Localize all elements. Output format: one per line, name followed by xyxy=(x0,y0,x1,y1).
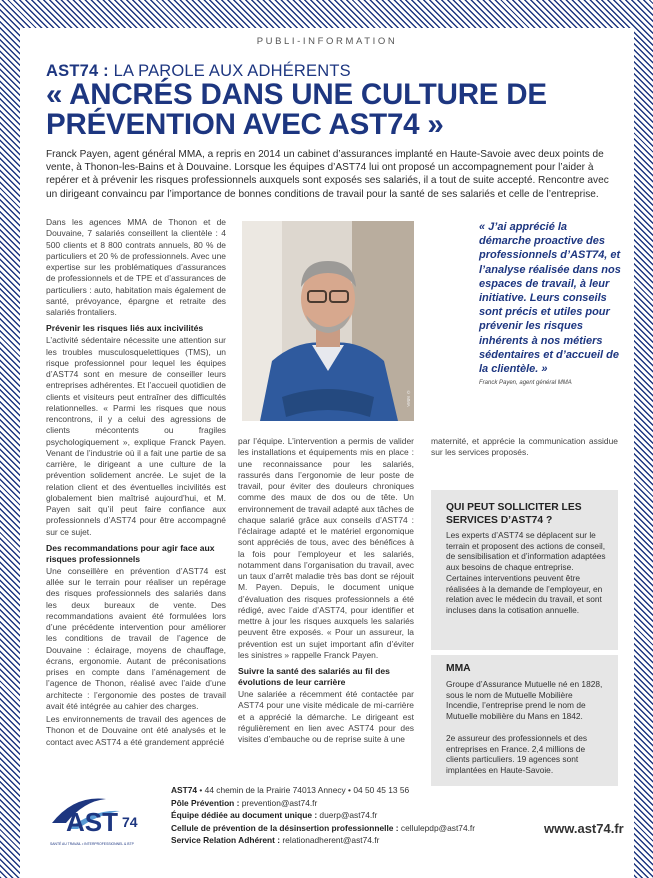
article-panel xyxy=(20,28,634,878)
contact-address: • 44 chemin de la Prairie 74013 Annecy • 04 50 45 13 56 xyxy=(197,785,410,795)
headline: « ANCRÉS DANS UNE CULTURE DE PRÉVENTION AVEC AST74 » xyxy=(46,78,547,141)
col1-paragraph: Une conseillère en prévention d’AST74 est allée sur le terrain pour réaliser un repérage des risques professionnels des salariés dans les deux bureaux de vente. Des recommandations avaient été formulées lors d’une précédente intervention pour améliorer les conditions de travail de l’agence de Douvaine : éclairage, moyens de chauffage, écrans, ergonomie. Autant de préconisations prises en compte dans l’aménagement de l’agence de Thonon, réalisé avec l’aide d’une architecte : l’ergonomie des postes de travail avait été intégrée au cahier des charges. xyxy=(46,565,226,711)
contact-relation-line xyxy=(171,834,475,847)
info-box-services-body: Les experts d’AST74 se déplacent sur le terrain et proposent des actions de conseil, de sensibilisation et d’information adaptées aux besoins de chaque entreprise. Certaines interventions peuvent être réalisées à la demande de l’employeur, en relation avec le médecin du travail, et sont incluses dans la cotisation annuelle. xyxy=(446,530,606,615)
logo-number: 74 xyxy=(122,814,138,830)
contact-prevention-line xyxy=(171,797,475,810)
col3-paragraph: maternité, et apprécie la communication assidue sur les services proposés. xyxy=(431,436,618,458)
contact-address-line xyxy=(171,784,475,797)
contact-block xyxy=(171,784,475,847)
kicker-brand: AST74 : xyxy=(46,62,109,80)
col2-paragraph: Une salariée a récemment été contactée par AST74 pour une visite médicale de mi-carrière et a apprécié la démarche. Le dirigeant est régulièrement en lien avec AST74 pour des visites d’embauche ou de reprise suite à une xyxy=(238,689,414,744)
col1-heading-recommandations: Des recommandations pour agir face aux risques professionnels xyxy=(46,542,215,564)
col1-heading-incivilites: Prévenir les risques liés aux incivilités xyxy=(46,323,204,334)
contact-email[interactable]: cellulepdp@ast74.fr xyxy=(398,822,476,833)
contact-pdp-line xyxy=(171,822,475,835)
logo-tagline: SANTÉ AU TRAVAIL • INTERPROFESSIONNEL & BTP xyxy=(50,842,134,846)
logo-wordmark: AST xyxy=(66,807,118,837)
contact-email[interactable]: duerp@ast74.fr xyxy=(317,810,378,820)
col2-heading-suivi: Suivre la santé des salariés au fil des évolutions de leur carrière xyxy=(238,666,390,687)
column-2 xyxy=(238,436,414,781)
column-1 xyxy=(46,217,226,782)
col2-paragraph: par l’équipe. L’intervention a permis de valider les installations et équipements mis en place : une reconnaissance pour les salariés, rassurés dans l’ergonomie de leur poste de travail, pour éviter des douleurs chroniques comme des maux de dos ou de tête. Un environnement de travail adapté aux tâches de chaque salarié grâce aux conseils d’AST74 : l’éclairage adapté et le matériel ergonomique sont appréciés de tous, avec des bénéfices à la fois pour l’employeur et les salariés, notamment dans l’organisation du travail, avec un taux d’arrêt maladie très bas dont se réjouit M. Payen. Depuis, le document unique d’évaluation des risques professionnels a été rédigé, avec l’aide d’AST74, pour identifier et mettre à jour les risques auxquels les salariés peuvent être exposés. « Pour un assureur, la prévention est un sujet important afin d’éviter les sinistres » rappelle Franck Payen. xyxy=(238,436,414,660)
contact-label: Pôle Prévention : xyxy=(171,797,240,808)
pull-quote-author: Franck Payen, agent général MMA xyxy=(479,380,572,386)
col1-paragraph: L’activité sédentaire nécessite une attention sur les troubles musculosquelettiques (TMS), un risque professionnel pour lequel les équipes d’AST74 sont en mesure de conseiller leurs entreprises adhérentes. Et l’accueil quotidien de clients et visiteurs peut entraîner des difficultés relationnelles. « Parmi les risques que nous rencontrons, il y a celui des agressions de clients mécontents ou fragiles psychologiquement », explique Franck Payen. Venant de l’industrie où il a fait une partie de sa carrière, le dirigeant a une culture de la prévention solidement ancrée. Le sujet de la relation client et des éventuelles incivilités est globalement bien maîtrisé aujourd’hui, et M. Payen sait qu’il peut faire confiance aux professionnels d’AST74 pour être accompagné sur ce sujet. xyxy=(46,335,226,537)
info-box-mma xyxy=(431,655,618,786)
col1-paragraph: Les environnements de travail des agences de Thonon et de Douvaine ont été analysés et le contact avec AST74 a été grandement apprécié xyxy=(46,714,226,747)
portrait-photo xyxy=(242,221,414,421)
info-box-services-title: QUI PEUT SOLLICITER LES SERVICES D’AST74 ? xyxy=(446,502,582,526)
kicker-rest: LA PAROLE AUX ADHÉRENTS xyxy=(108,62,351,80)
publi-information-header: PUBLI-INFORMATION xyxy=(256,36,398,47)
website-link[interactable]: www.ast74.fr xyxy=(544,821,624,836)
col1-paragraph: Dans les agences MMA de Thonon et de Douvaine, 7 salariés conseillent la clientèle : 4 500 clients et 8 800 contrats annuels, 80 % de particuliers et 20 % de professionnels. Avec une expertise sur les problématiques d’assurances de professionnels et de TPE et d’assurances de particuliers : auto, habitation mais également de santé, prévoyance, épargne et retraite des salariés frontaliers. xyxy=(46,217,226,317)
column-3 xyxy=(431,436,618,476)
contact-label: Cellule de prévention de la désinsertion professionnelle : xyxy=(171,822,399,833)
ast74-logo-mark xyxy=(48,789,158,849)
info-box-services xyxy=(431,490,618,650)
contact-label: Équipe dédiée au document unique : xyxy=(171,810,318,820)
info-box-mma-title: MMA xyxy=(446,663,471,674)
portrait-illustration xyxy=(242,221,414,421)
contact-email[interactable]: prevention@ast74.fr xyxy=(239,797,318,808)
contact-duerp-line xyxy=(171,809,475,822)
contact-label: Service Relation Adhérent : xyxy=(171,835,281,845)
contact-email[interactable]: relationadherent@ast74.fr xyxy=(280,835,380,845)
info-box-mma-body: Groupe d’Assurance Mutuelle né en 1828, sous le nom de Mutuelle Mobilière Incendie, l’entreprise prend le nom de Mutuelle mobilière du Mans en 1842. xyxy=(446,679,603,722)
ast74-logo xyxy=(48,789,158,849)
info-box-mma-body: 2e assureur des professionnels et des entreprises en France. 2,4 millions de clients particuliers. 19 agences sont implantées en Haute-Savoie. xyxy=(446,733,588,776)
lead-paragraph: Franck Payen, agent général MMA, a repris en 2014 un cabinet d’assurances implanté en Haute-Savoie avec deux points de vente, à Thonon-les-Bains et à Douvaine. Lorsque les équipes d’AST74 lui ont proposé un accompagnement pour l’aider à repérer et à prévenir les risques professionnels auxquels sont exposés ses salariés, il a tout de suite accepté. Rencontre avec un dirigeant convaincu par l’importance de bonnes conditions de travail pour la santé de ses salariés et celle de l’entreprise. xyxy=(46,149,609,200)
contact-name: AST74 xyxy=(171,785,198,795)
photo-credit: © MMA xyxy=(406,390,411,407)
pull-quote: « J’ai apprécié la démarche proactive des professionnels d’AST74, et l’analyse réalisée dans nos espaces de travail, à leur initiative. Leurs conseils sont précis et utiles pour prévenir les risques inhérents à nos métiers sédentaires et d’accueil de la clientèle. » xyxy=(479,221,621,376)
